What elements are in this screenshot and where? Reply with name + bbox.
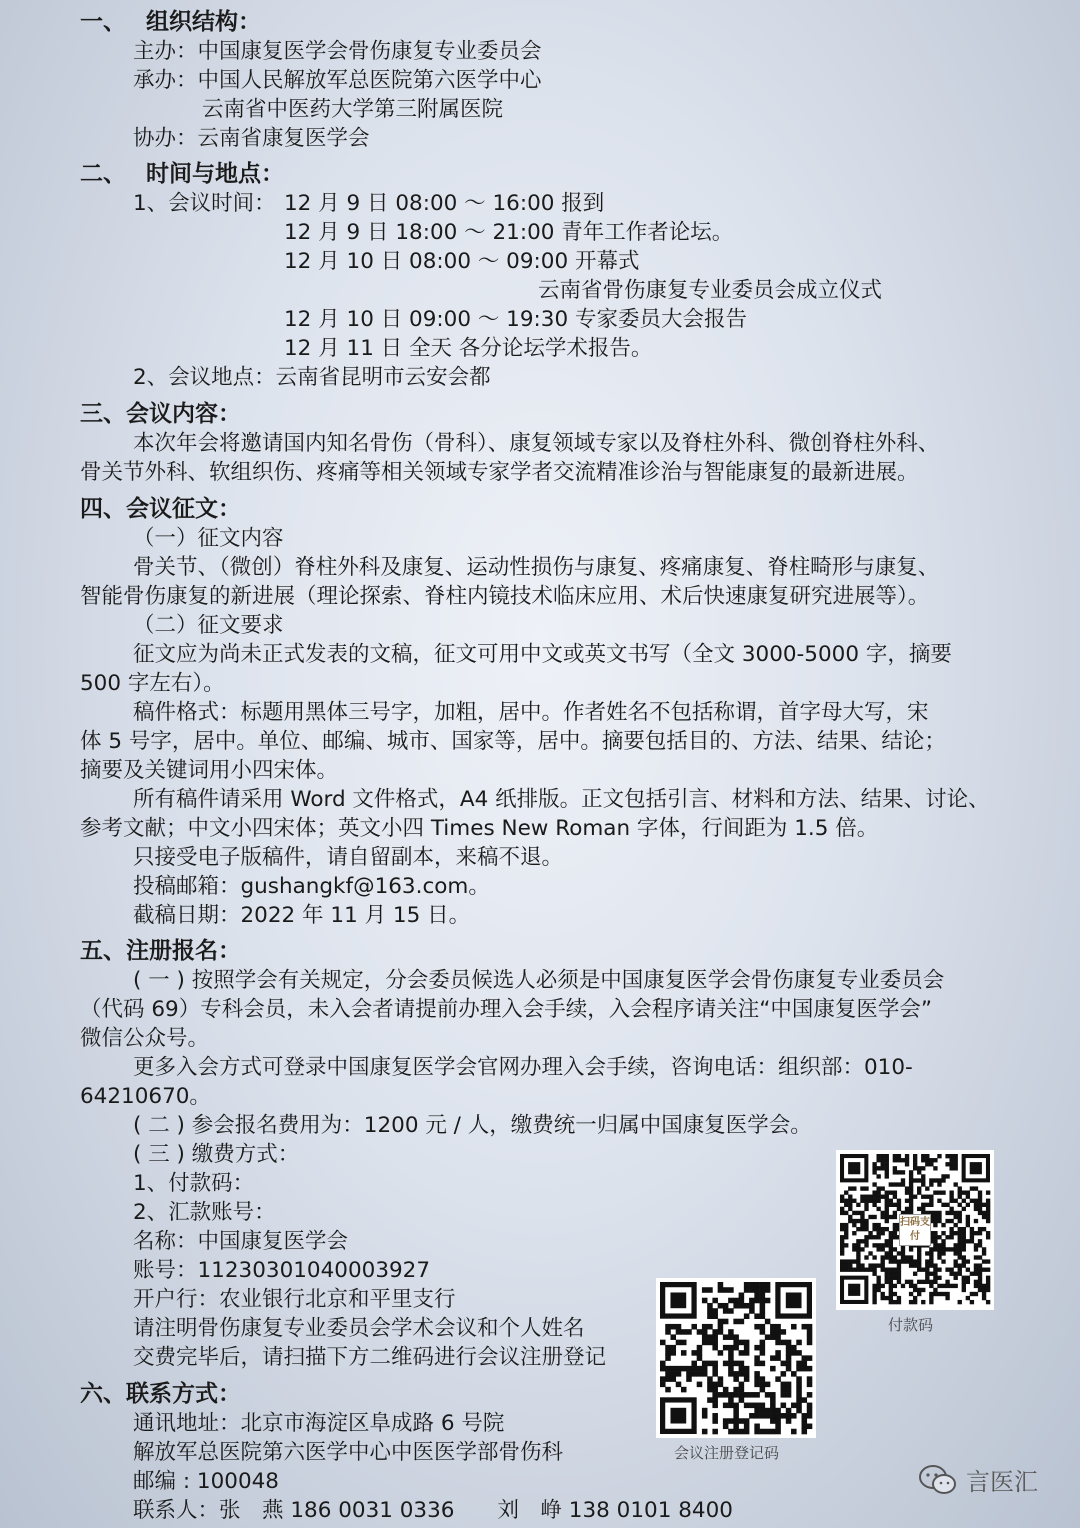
payment-method: ( 三 ) 缴费方式：: [133, 1142, 300, 1167]
account-name: 名称：中国康复医学会: [133, 1229, 349, 1254]
section-2-number: 二、: [80, 161, 126, 187]
schedule-item-sub: 云南省骨伤康复专业委员会成立仪式: [538, 278, 883, 303]
section-6-title: 六、联系方式：: [80, 1381, 241, 1407]
contact-address: 通讯地址：北京市海淀区阜成路 6 号院: [133, 1411, 505, 1436]
organizer-assist: 协办：云南省康复医学会: [133, 126, 370, 151]
section-1-number: 一、: [80, 9, 126, 35]
paper-topics: 骨关节、（微创）脊柱外科及康复、运动性损伤与康复、疼痛康复、脊柱畸形与康复、: [133, 555, 940, 580]
payment-code-label: 1、付款码：: [133, 1171, 255, 1196]
schedule-item: 12 月 10 日 09:00 〜 19:30 专家委员大会报告: [284, 307, 747, 332]
payment-qr-code[interactable]: [836, 1150, 994, 1310]
bank-branch: 开户行：农业银行北京和平里支行: [133, 1287, 456, 1312]
paper-requirement: 稿件格式：标题用黑体三号字，加粗，居中。作者姓名不包括称谓，首字母大写，宋: [133, 700, 929, 725]
paper-requirement: 体 5 号字，居中。单位、邮编、城市、国家等，居中。摘要包括目的、方法、结果、结论；: [80, 729, 946, 754]
account-number: 账号：11230301040003927: [133, 1258, 431, 1283]
wechat-icon: [918, 1464, 958, 1496]
section-3-title: 三、会议内容：: [80, 401, 241, 427]
subheading: （一）征文内容: [133, 526, 284, 551]
organizer-undertake: 承办：中国人民解放军总医院第六医学中心: [133, 68, 542, 93]
schedule-item: 12 月 9 日 08:00 〜 16:00 报到: [284, 191, 605, 216]
pay-badge: 扫码支付: [899, 1214, 931, 1246]
paper-requirement: 500 字左右）。: [80, 671, 225, 696]
wechat-watermark: [918, 1462, 1038, 1497]
registration-qr-caption: 会议注册登记码: [674, 1444, 780, 1462]
meeting-time-label: 1、会议时间：: [133, 191, 276, 216]
deadline: 截稿日期：2022 年 11 月 15 日。: [133, 903, 471, 928]
paper-requirement: 参考文献；中文小四宋体；英文小四 Times New Roman 字体，行间距为 1.5 倍。: [80, 816, 879, 841]
membership-info: 更多入会方式可登录中国康复医学会官网办理入会手续，咨询电话：组织部：010-: [133, 1055, 913, 1080]
scan-instruction: 交费完毕后，请扫描下方二维码进行会议注册登记: [133, 1345, 607, 1370]
contact-zip: 邮编 : 100048: [133, 1469, 279, 1494]
registration-rule: ( 一 ) 按照学会有关规定，分会委员候选人必须是中国康复医学会骨伤康复专业委员会: [133, 968, 945, 993]
organizer-host: 主办：中国康复医学会骨伤康复专业委员会: [133, 39, 542, 64]
organizer-undertake-2: 云南省中医药大学第三附属医院: [202, 97, 504, 122]
paper-requirement: 摘要及关键词用小四宋体。: [80, 758, 339, 783]
remit-account-label: 2、汇款账号：: [133, 1200, 276, 1225]
paper-requirement: 所有稿件请采用 Word 文件格式，A4 纸排版。正文包括引言、材料和方法、结果、讨论、: [133, 787, 990, 812]
subheading: （二）征文要求: [133, 613, 284, 638]
content-paragraph: 本次年会将邀请国内知名骨伤（骨科）、康复领域专家以及脊柱外科、微创脊柱外科、: [133, 431, 940, 456]
schedule-item: 12 月 10 日 08:00 〜 09:00 开幕式: [284, 249, 640, 274]
section-4-title: 四、会议征文：: [80, 496, 241, 522]
content-paragraph: 骨关节外科、软组织伤、疼痛等相关领域专家学者交流精准诊治与智能康复的最新进展。: [80, 460, 919, 485]
watermark-text: 言医汇: [966, 1468, 1038, 1496]
paper-requirement: 征文应为尚未正式发表的文稿，征文可用中文或英文书写（全文 3000-5000 字，摘要: [133, 642, 952, 667]
meeting-place: 2、会议地点：云南省昆明市云安会都: [133, 365, 491, 390]
paper-topics: 智能骨伤康复的新进展（理论探索、脊柱内镜技术临床应用、术后快速康复研究进展等）。: [80, 584, 930, 609]
registration-fee: ( 二 ) 参会报名费用为：1200 元 / 人，缴费统一归属中国康复医学会。: [133, 1113, 812, 1138]
payment-qr-caption: 付款码: [888, 1316, 934, 1334]
registration-qr-code[interactable]: [656, 1278, 816, 1438]
contact-persons: 联系人：张 燕 186 0031 0336 刘 峥 138 0101 8400: [133, 1498, 733, 1523]
section-5-title: 五、注册报名：: [80, 938, 241, 964]
membership-phone: 64210670。: [80, 1084, 211, 1109]
contact-department: 解放军总医院第六医学中心中医医学部骨伤科: [133, 1440, 564, 1465]
section-1-title: 组织结构：: [146, 9, 261, 35]
registration-rule: 微信公众号。: [80, 1026, 210, 1051]
paper-requirement: 只接受电子版稿件，请自留副本，来稿不退。: [133, 845, 564, 870]
section-2-title: 时间与地点：: [146, 161, 284, 187]
submission-email: 投稿邮箱：gushangkf@163.com。: [133, 874, 490, 899]
schedule-item: 12 月 9 日 18:00 〜 21:00 青年工作者论坛。: [284, 220, 734, 245]
remit-note: 请注明骨伤康复专业委员会学术会议和个人姓名: [133, 1316, 585, 1341]
registration-rule: （代码 69）专科会员，未入会者请提前办理入会手续，入会程序请关注“中国康复医学会”: [80, 997, 932, 1022]
schedule-item: 12 月 11 日 全天 各分论坛学术报告。: [284, 336, 653, 361]
